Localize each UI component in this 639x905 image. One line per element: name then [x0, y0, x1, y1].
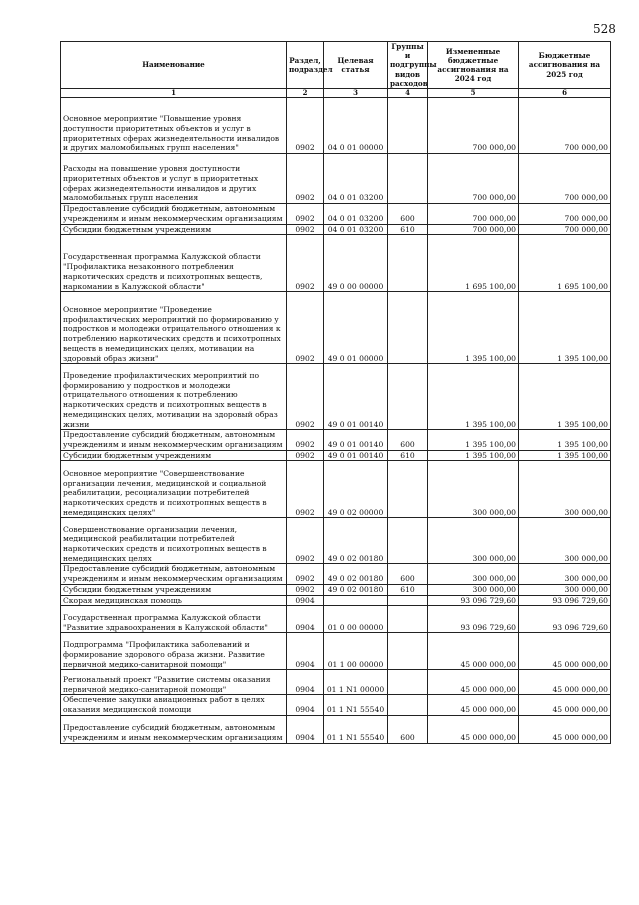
table-row: [61, 715, 611, 743]
row-name: Предоставление субсидий бюджетным, автономным учреждениям и иным некоммерческим организациям: [61, 564, 287, 584]
row-amount-2024: 1 395 100,00: [428, 450, 519, 461]
column-number: 1: [61, 89, 287, 98]
row-name: Субсидии бюджетным учреждениям: [61, 584, 287, 595]
row-amount-2025: 700 000,00: [519, 224, 611, 235]
row-name: Субсидии бюджетным учреждениям: [61, 450, 287, 461]
row-expense-group: 600: [388, 564, 428, 584]
row-target-code: 04 0 01 03200: [324, 204, 388, 224]
row-amount-2024: 300 000,00: [428, 564, 519, 584]
row-amount-2024: 93 096 729,60: [428, 595, 519, 606]
column-number: 6: [519, 89, 611, 98]
row-name: Подпрограмма "Профилактика заболеваний и формирование здорового образа жизни. Развитие первичной медико-санитарной помощи": [61, 633, 287, 670]
row-amount-2025: 45 000 000,00: [519, 670, 611, 695]
row-amount-2024: 93 096 729,60: [428, 606, 519, 633]
row-target-code: 01 1 N1 55540: [324, 715, 388, 743]
row-amount-2024: 45 000 000,00: [428, 695, 519, 715]
row-target-code: 49 0 00 00000: [324, 235, 388, 292]
row-section: 0904: [287, 595, 324, 606]
row-amount-2024: 1 395 100,00: [428, 292, 519, 364]
table-row: [61, 364, 611, 430]
header-name: Наименование: [61, 42, 287, 89]
row-amount-2024: 300 000,00: [428, 518, 519, 564]
table-row: [61, 670, 611, 695]
row-section: 0902: [287, 518, 324, 564]
row-name: Совершенствование организации лечения, медицинской реабилитации потребителей наркотических средств и психотропных веществ в немедицинских целях: [61, 518, 287, 564]
row-target-code: 49 0 01 00140: [324, 450, 388, 461]
row-section: 0902: [287, 235, 324, 292]
header-group: Группы и подгруппы видов расходов: [388, 42, 428, 89]
header-row: [61, 42, 611, 89]
row-amount-2025: 300 000,00: [519, 518, 611, 564]
row-target-code: 49 0 02 00180: [324, 584, 388, 595]
row-expense-group: [388, 670, 428, 695]
row-expense-group: 600: [388, 715, 428, 743]
row-name: Скорая медицинская помощь: [61, 595, 287, 606]
row-amount-2024: 700 000,00: [428, 98, 519, 154]
row-expense-group: [388, 695, 428, 715]
row-section: 0902: [287, 461, 324, 518]
row-target-code: 49 0 01 00000: [324, 292, 388, 364]
row-amount-2024: 700 000,00: [428, 224, 519, 235]
row-amount-2024: 45 000 000,00: [428, 715, 519, 743]
row-amount-2024: 1 395 100,00: [428, 430, 519, 450]
column-number: 4: [388, 89, 428, 98]
table-row: [61, 595, 611, 606]
budget-table: [60, 41, 611, 744]
row-amount-2025: 45 000 000,00: [519, 715, 611, 743]
table-row: [61, 518, 611, 564]
row-amount-2024: 300 000,00: [428, 584, 519, 595]
table-row: [61, 224, 611, 235]
table-row: [61, 606, 611, 633]
row-amount-2024: 1 395 100,00: [428, 364, 519, 430]
row-target-code: 49 0 02 00180: [324, 564, 388, 584]
table-row: [61, 292, 611, 364]
row-target-code: 01 1 N1 00000: [324, 670, 388, 695]
row-section: 0902: [287, 564, 324, 584]
row-amount-2025: 700 000,00: [519, 154, 611, 204]
row-amount-2025: 93 096 729,60: [519, 606, 611, 633]
table-row: [61, 98, 611, 154]
row-amount-2025: 1 395 100,00: [519, 430, 611, 450]
row-amount-2025: 700 000,00: [519, 204, 611, 224]
row-name: Проведение профилактических мероприятий по формированию у подростков и молодежи отрицательного отношения к потреблению наркотических средств и психотропных веществ в немедицинских целях, мотивации на здоровый образ жизни: [61, 364, 287, 430]
page-number: 528: [593, 22, 616, 36]
row-expense-group: 600: [388, 204, 428, 224]
row-target-code: 04 0 01 03200: [324, 154, 388, 204]
row-amount-2024: 45 000 000,00: [428, 633, 519, 670]
row-expense-group: [388, 154, 428, 204]
row-name: Предоставление субсидий бюджетным, автономным учреждениям и иным некоммерческим организациям: [61, 430, 287, 450]
table-row: [61, 633, 611, 670]
row-amount-2025: 45 000 000,00: [519, 695, 611, 715]
table-row: [61, 450, 611, 461]
row-section: 0902: [287, 430, 324, 450]
row-expense-group: 610: [388, 584, 428, 595]
row-amount-2025: 700 000,00: [519, 98, 611, 154]
row-section: 0904: [287, 670, 324, 695]
row-name: Субсидии бюджетным учреждениям: [61, 224, 287, 235]
row-name: Региональный проект "Развитие системы оказания первичной медико-санитарной помощи": [61, 670, 287, 695]
row-name: Основное мероприятие "Повышение уровня доступности приоритетных объектов и услуг в приоритетных сферах жизнедеятельности инвалидов и других маломобильных групп населения": [61, 98, 287, 154]
column-number: 5: [428, 89, 519, 98]
row-amount-2025: 1 395 100,00: [519, 450, 611, 461]
row-section: 0902: [287, 224, 324, 235]
row-target-code: 04 0 01 03200: [324, 224, 388, 235]
row-section: 0904: [287, 695, 324, 715]
row-section: 0902: [287, 98, 324, 154]
column-number: 2: [287, 89, 324, 98]
row-expense-group: [388, 235, 428, 292]
row-amount-2025: 1 695 100,00: [519, 235, 611, 292]
row-expense-group: 600: [388, 430, 428, 450]
row-amount-2025: 300 000,00: [519, 461, 611, 518]
row-expense-group: 610: [388, 224, 428, 235]
row-section: 0902: [287, 292, 324, 364]
row-expense-group: [388, 606, 428, 633]
row-section: 0902: [287, 154, 324, 204]
row-name: Расходы на повышение уровня доступности приоритетных объектов и услуг в приоритетных сферах жизнедеятельности инвалидов и других маломобильных групп населения: [61, 154, 287, 204]
row-section: 0904: [287, 715, 324, 743]
table-row: [61, 204, 611, 224]
row-section: 0904: [287, 633, 324, 670]
table-row: [61, 461, 611, 518]
row-target-code: 01 1 00 00000: [324, 633, 388, 670]
table-row: [61, 564, 611, 584]
row-expense-group: [388, 364, 428, 430]
row-section: 0904: [287, 606, 324, 633]
row-amount-2024: 700 000,00: [428, 154, 519, 204]
row-expense-group: [388, 633, 428, 670]
row-expense-group: [388, 461, 428, 518]
row-name: Предоставление субсидий бюджетным, автономным учреждениям и иным некоммерческим организациям: [61, 715, 287, 743]
row-target-code: [324, 595, 388, 606]
row-expense-group: [388, 98, 428, 154]
row-target-code: 01 1 N1 55540: [324, 695, 388, 715]
row-section: 0902: [287, 584, 324, 595]
row-amount-2025: 1 395 100,00: [519, 292, 611, 364]
row-amount-2024: 300 000,00: [428, 461, 519, 518]
header-target: Целевая статья: [324, 42, 388, 89]
row-amount-2024: 1 695 100,00: [428, 235, 519, 292]
table-row: [61, 430, 611, 450]
header-2025: Бюджетные ассигнования на 2025 год: [519, 42, 611, 89]
table-row: [61, 695, 611, 715]
header-2024: Измененные бюджетные ассигнования на 2024 год: [428, 42, 519, 89]
row-name: Основное мероприятие "Проведение профилактических мероприятий по формированию у подростков и молодежи отрицательного отношения к потреблению наркотических средств и психотропных веществ в немедицинских целях, мотивации на здоровый образ жизни": [61, 292, 287, 364]
row-amount-2025: 300 000,00: [519, 564, 611, 584]
row-target-code: 49 0 02 00180: [324, 518, 388, 564]
row-name: Государственная программа Калужской области "Развитие здравоохранения в Калужской области": [61, 606, 287, 633]
table-row: [61, 154, 611, 204]
row-expense-group: 610: [388, 450, 428, 461]
row-name: Государственная программа Калужской области "Профилактика незаконного потребления наркотических средств и психотропных веществ, наркомании в Калужской области": [61, 235, 287, 292]
header-section: Раздел, подраздел: [287, 42, 324, 89]
row-amount-2024: 700 000,00: [428, 204, 519, 224]
row-section: 0902: [287, 450, 324, 461]
row-name: Предоставление субсидий бюджетным, автономным учреждениям и иным некоммерческим организациям: [61, 204, 287, 224]
row-name: Основное мероприятие "Совершенствование организации лечения, медицинской и социальной реабилитации, ресоциализации потребителей наркотических средств и психотропных веществ в немедицинских целях": [61, 461, 287, 518]
row-target-code: 49 0 01 00140: [324, 430, 388, 450]
row-target-code: 49 0 02 00000: [324, 461, 388, 518]
row-expense-group: [388, 292, 428, 364]
row-section: 0902: [287, 364, 324, 430]
row-amount-2025: 1 395 100,00: [519, 364, 611, 430]
row-target-code: 01 0 00 00000: [324, 606, 388, 633]
row-amount-2025: 45 000 000,00: [519, 633, 611, 670]
row-section: 0902: [287, 204, 324, 224]
row-amount-2025: 300 000,00: [519, 584, 611, 595]
row-target-code: 49 0 01 00140: [324, 364, 388, 430]
column-number-row: [61, 89, 611, 98]
row-name: Обеспечение закупки авиационных работ в целях оказания медицинской помощи: [61, 695, 287, 715]
column-number: 3: [324, 89, 388, 98]
table-row: [61, 584, 611, 595]
row-expense-group: [388, 518, 428, 564]
table-row: [61, 235, 611, 292]
row-amount-2025: 93 096 729,60: [519, 595, 611, 606]
row-target-code: 04 0 01 00000: [324, 98, 388, 154]
row-expense-group: [388, 595, 428, 606]
row-amount-2024: 45 000 000,00: [428, 670, 519, 695]
